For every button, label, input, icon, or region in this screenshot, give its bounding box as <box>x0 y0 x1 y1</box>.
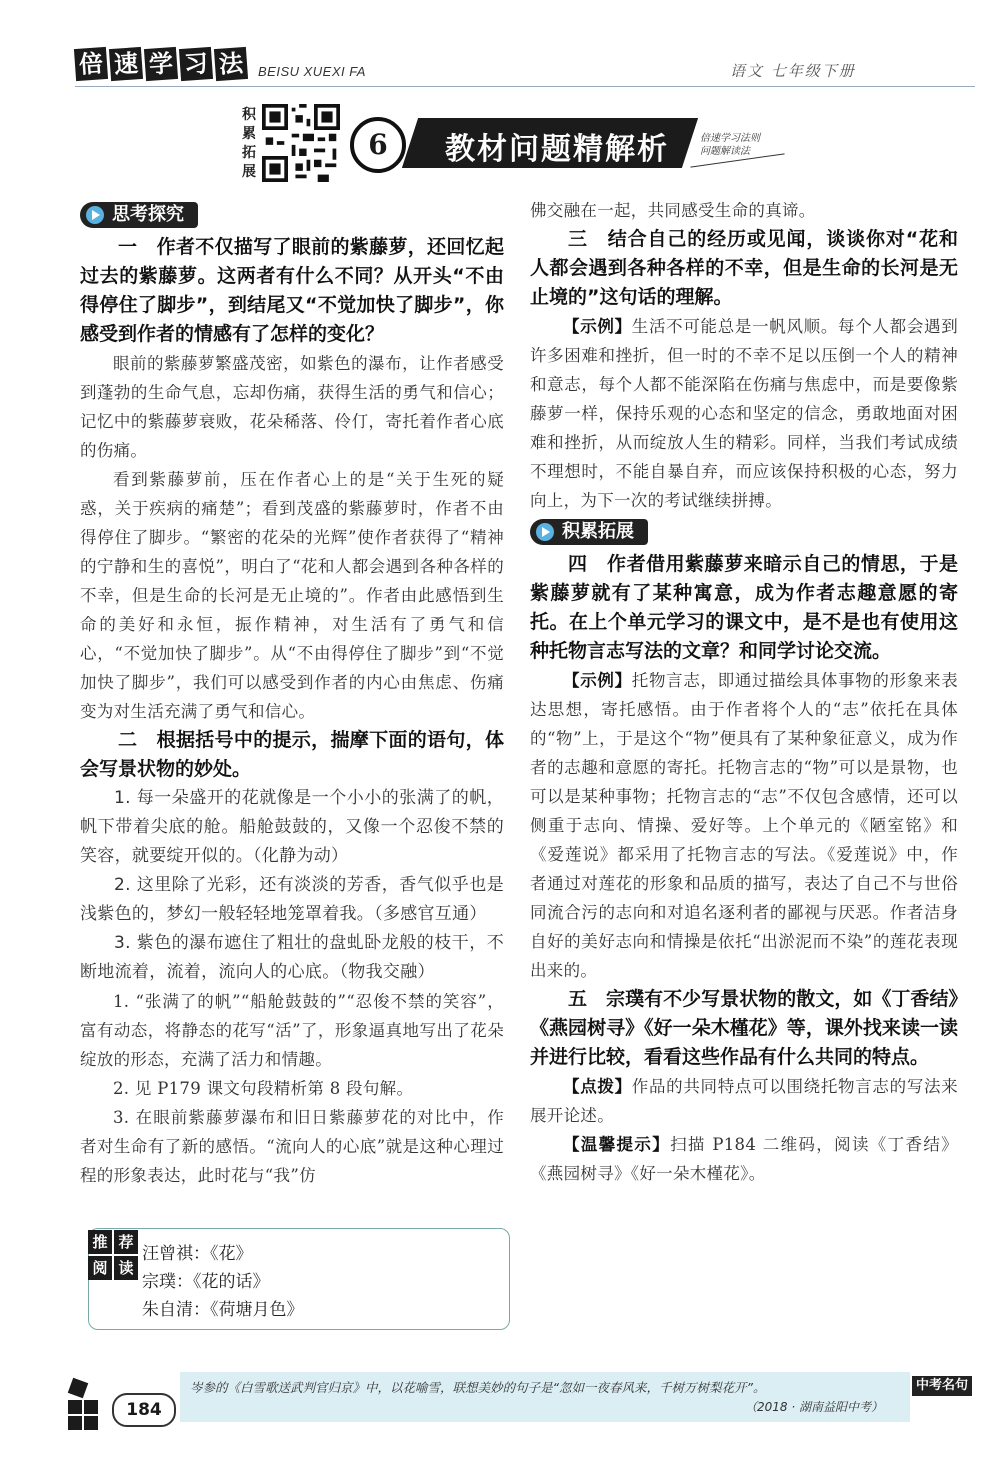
logo-char: 学 <box>144 47 178 81</box>
recommend-list <box>142 1240 304 1324</box>
warm-tip-label: 【温馨提示】 <box>563 1135 671 1154</box>
right-column <box>530 196 958 1188</box>
qr-label: 积累拓展 <box>242 107 256 180</box>
example-3: 生活不可能总是一帆风顺。每个人都会遇到许多困难和挫折，但一时的不幸不足以压倒一个人的精神和意志，每个人都不能深陷在伤痛与焦虑中，而是要像紫藤萝一样，保持乐观的心态和坚定的信念，勇敢地面对困难和挫折，从而绽放人生的精彩。同样，当我们考试成绩不理想时，不能自暴自弃，而应该保持积极的心态，努力向上，为下一次的考试继续拼搏。 <box>530 317 958 510</box>
example-label: 【示例】 <box>563 671 632 690</box>
analysis-2: 2. 见 P179 课文句段精析第 8 段句解。 <box>113 1079 414 1098</box>
logo <box>75 48 250 80</box>
question-1: 一 作者不仅描写了眼前的紫藤萝，还回忆起过去的紫藤萝。这两者有什么不同？从开头“不由得停住了脚步”，到结尾又“不觉加快了脚步”，你感受到作者的情感有了怎样的变化？ <box>80 236 504 345</box>
play-icon <box>86 206 104 224</box>
footer-tag: 中考名句 <box>912 1376 972 1396</box>
section-number: 6 <box>350 117 406 173</box>
example-label: 【示例】 <box>563 317 632 336</box>
qr-code-icon[interactable] <box>262 104 340 182</box>
list-item: 朱自清：《荷塘月色》 <box>142 1300 304 1320</box>
list-item: 宗璞：《花的话》 <box>142 1272 270 1292</box>
book-title: 语文 七年级下册 <box>730 62 856 80</box>
question-2: 二 根据括号中的提示，揣摩下面的语句，体会写景状物的妙处。 <box>80 729 504 780</box>
tip: 作品的共同特点可以围绕托物言志的写法来展开论述。 <box>530 1077 958 1125</box>
analysis-3: 3. 在眼前紫藤萝瀑布和旧日紫藤萝花的对比中，作者对生命有了新的感悟。“流向人的心底”就是这种心理过程的形象表达，此时花与“我”仿 <box>80 1108 504 1185</box>
warm-tip: 扫描 P184 二维码，阅读《丁香结》《燕园树寻》《好一朵木槿花》。 <box>530 1135 958 1183</box>
logo-char: 倍 <box>74 47 108 81</box>
logo-pinyin: BEISU XUEXI FA <box>258 64 366 79</box>
analysis-3-cont: 佛交融在一起，共同感受生命的真谛。 <box>530 201 816 220</box>
left-column <box>80 202 504 1190</box>
sentence-3: 3. 紫色的瀑布遮住了粗壮的盘虬卧龙般的枝干，不断地流着，流着，流向人的心底。（物我交融） <box>80 933 504 982</box>
footer-quote: 岑参的《白雪歌送武判官归京》中，以花喻雪，联想美妙的句子是“忽如一夜春风来，千树万树梨花开”。 <box>190 1380 766 1395</box>
section-label-think: 思考探究 <box>80 202 198 228</box>
question-5: 五 宗璞有不少写景状物的散文，如《丁香结》《燕园树寻》《好一朵木槿花》等，课外找来读一读并进行比较，看看这些作品有什么共同的特点。 <box>530 988 958 1068</box>
logo-char: 习 <box>179 47 213 81</box>
section-note: 倍速学习法则 问题解读法 <box>700 133 760 157</box>
sentence-1: 1. 每一朵盛开的花就像是一个小小的张满了的帆，帆下带着尖底的舱。船舱鼓鼓的，又像一个忍俊不禁的笑容，就要绽开似的。（化静为动） <box>80 788 504 866</box>
logo-char: 速 <box>109 47 143 81</box>
question-3: 三 结合自己的经历或见闻，谈谈你对“花和人都会遇到各种各样的不幸，但是生命的长河是无止境的”这句话的理解。 <box>530 228 958 308</box>
section-title: 教材问题精解析 <box>445 132 669 167</box>
analysis-1: 1. “张满了的帆”“船舱鼓鼓的”“忍俊不禁的笑容”，富有动态，将静态的花写“活”了，形象逼真地写出了花朵绽放的形态，充满了活力和情趣。 <box>80 992 504 1069</box>
question-4: 四 作者借用紫藤萝来暗示自己的情思，于是紫藤萝就有了某种寓意，成为作者志趣意愿的寄托。在上个单元学习的课文中，是不是也有使用这种托物言志写法的文章？和同学讨论交流。 <box>530 553 958 662</box>
answer-1-p2: 看到紫藤萝前，压在作者心上的是“关于生死的疑惑，关于疾病的痛楚”；看到茂盛的紫藤萝时，作者不由得停住了脚步。“繁密的花朵的光辉”使作者获得了“精神的宁静和生的喜悦”，明白了“花和人都会遇到各种各样的不幸，但是生命的长河是无止境的”。作者由此感悟到生命的美好和永恒，振作精神，对生活有了勇气和信心，“不觉加快了脚步”。从“不由得停住了脚步”到“不觉加快了脚步”，我们可以感受到作者的内心由焦虑、伤痛变为对生活充满了勇气和信心。 <box>80 470 504 721</box>
play-icon <box>536 523 554 541</box>
example-4: 托物言志，即通过描绘具体事物的形象来表达思想，寄托感悟。由于作者将个人的“志”依托在具体的“物”上，于是这个“物”便具有了某种象征意义，成为作者的志趣和意愿的寄托。托物言志的“物”可以是景物，也可以是某种事物；托物言志的“志”不仅包含感情，还可以侧重于志向、情操、爱好等。上个单元的《陋室铭》和《爱莲说》都采用了托物言志的写法。《爱莲说》中，作者通过对莲花的形象和品质的描写，表达了自己不与世俗同流合污的志向和对追名逐利者的鄙视与厌恶。作者洁身自好的美好志向和情操是依托“出淤泥而不染”的莲花表现出来的。 <box>530 671 958 980</box>
page-number: 184 <box>112 1393 176 1427</box>
tip-label: 【点拨】 <box>563 1077 632 1096</box>
footer-source: （2018 · 湖南益阳中考） <box>745 1400 883 1414</box>
answer-1-p1: 眼前的紫藤萝繁盛茂密，如紫色的瀑布，让作者感受到蓬勃的生命气息，忘却伤痛，获得生活的勇气和信心；记忆中的紫藤萝衰败，花朵稀落、伶仃，寄托着作者心底的伤痛。 <box>80 354 504 460</box>
header-divider <box>75 86 975 87</box>
sentence-2: 2. 这里除了光彩，还有淡淡的芳香，香气似乎也是浅紫色的，梦幻一般轻轻地笼罩着我。（多感官互通） <box>80 875 504 924</box>
list-item: 汪曾祺：《花》 <box>142 1244 253 1264</box>
logo-char: 法 <box>214 47 248 81</box>
recommend-tag: 推 荐 阅 读 <box>88 1230 138 1280</box>
section-label-expand: 积累拓展 <box>530 519 648 545</box>
